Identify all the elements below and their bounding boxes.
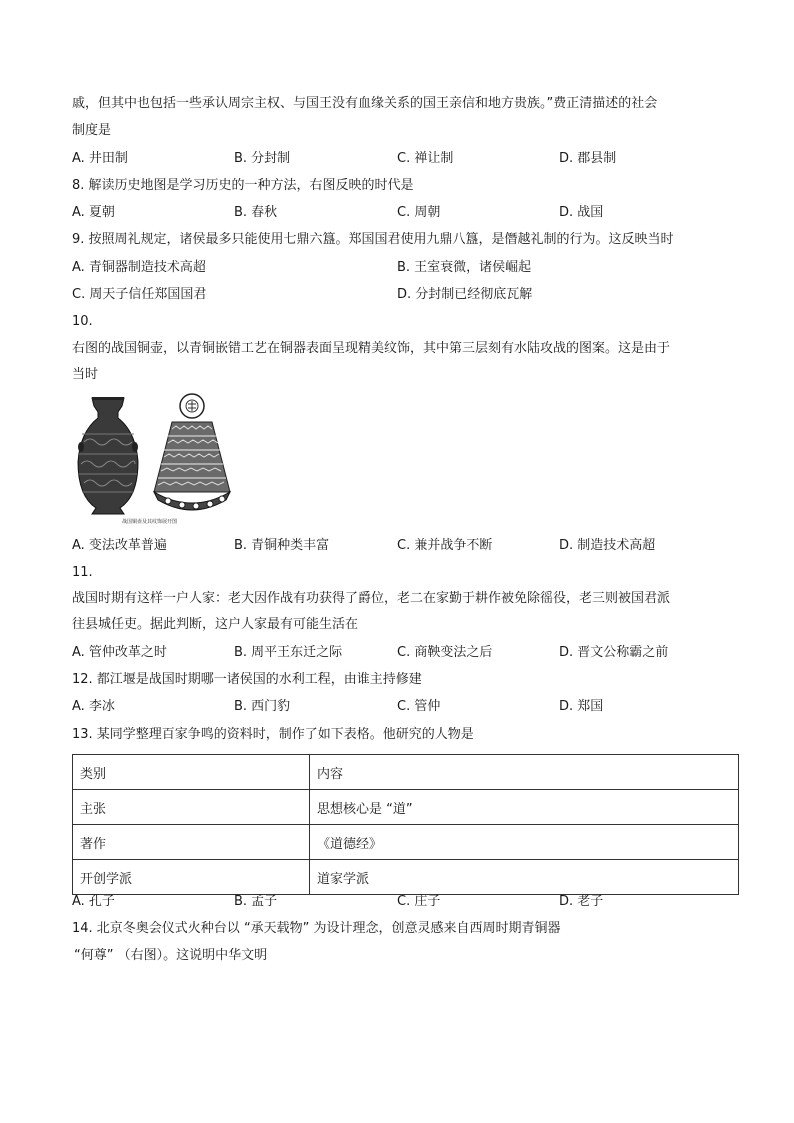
q9-options-row1 — [72, 259, 732, 277]
q7-option-b[interactable]: B. 分封制 — [234, 151, 291, 166]
q11-options — [72, 644, 732, 662]
q9-stem: 9. 按照周礼规定，诸侯最多只能使用七鼎六簋。郑国国君使用九鼎八簋，是僭越礼制的行为。这反映当时 — [72, 232, 674, 247]
q7-stem-line1: 戚，但其中也包括一些承认周宗主权、与国王没有血缘关系的国王亲信和地方贵族。”费正清描述的社会 — [72, 96, 658, 111]
table-cell: 思想核心是 “道” — [310, 790, 739, 825]
q11-option-b[interactable]: B. 周平王东迁之际 — [234, 645, 343, 660]
q7-option-c[interactable]: C. 禅让制 — [397, 151, 454, 166]
q11-stem-line2: 往县城任吏。据此判断，这户人家最有可能生活在 — [72, 617, 359, 632]
q13-option-a[interactable]: A. 孔子 — [72, 894, 115, 909]
q10-stem-line2: 当时 — [72, 367, 99, 382]
q12-options — [72, 698, 732, 716]
q10-option-a[interactable]: A. 变法改革普遍 — [72, 538, 167, 553]
table-cell: 开创学派 — [73, 860, 310, 895]
q8-option-a[interactable]: A. 夏朝 — [72, 205, 115, 220]
table-cell: 《道德经》 — [310, 825, 739, 860]
q13-option-b[interactable]: B. 孟子 — [234, 894, 278, 909]
q13-stem: 13. 某同学整理百家争鸣的资料时，制作了如下表格。他研究的人物是 — [72, 727, 474, 742]
table-cell: 著作 — [73, 825, 310, 860]
q12-stem: 12. 都江堰是战国时期哪一诸侯国的水利工程，由谁主持修建 — [72, 672, 422, 687]
q13-options — [72, 893, 732, 911]
q13-option-c[interactable]: C. 庄子 — [397, 894, 441, 909]
table-cell: 类别 — [73, 755, 310, 790]
q11-number: 11. — [72, 565, 93, 580]
q7-option-a[interactable]: A. 井田制 — [72, 151, 128, 166]
q10-number: 10. — [72, 314, 93, 329]
q8-options — [72, 204, 732, 222]
table-cell: 内容 — [310, 755, 739, 790]
q7-options — [72, 150, 732, 168]
q12-option-c[interactable]: C. 管仲 — [397, 699, 441, 714]
q9-option-c[interactable]: C. 周天子信任郑国国君 — [72, 287, 207, 302]
q10-option-d[interactable]: D. 制造技术高超 — [559, 538, 656, 553]
q8-option-d[interactable]: D. 战国 — [559, 205, 604, 220]
q8-option-b[interactable]: B. 春秋 — [234, 205, 278, 220]
q10-option-c[interactable]: C. 兼并战争不断 — [397, 538, 493, 553]
q7-stem-line2: 制度是 — [72, 123, 112, 138]
q13-info-table — [72, 754, 739, 895]
table-cell: 道家学派 — [310, 860, 739, 895]
bronze-vessel-illustration — [72, 392, 244, 516]
bronze-hu-vessel — [78, 397, 138, 514]
q9-option-b[interactable]: B. 王室衰微，诸侯崛起 — [397, 260, 532, 275]
q12-option-d[interactable]: D. 郑国 — [559, 699, 604, 714]
table-row — [73, 860, 739, 895]
q12-option-b[interactable]: B. 西门豹 — [234, 699, 291, 714]
table-cell: 主张 — [73, 790, 310, 825]
q9-option-a[interactable]: A. 青铜器制造技术高超 — [72, 260, 206, 275]
q11-stem-line1: 战国时期有这样一户人家：老大因作战有功获得了爵位，老二在家勤于耕作被免除徭役，老三则被国君派 — [72, 591, 671, 606]
q10-option-b[interactable]: B. 青铜种类丰富 — [234, 538, 330, 553]
q11-option-c[interactable]: C. 商鞅变法之后 — [397, 645, 493, 660]
q14-stem-line2: “何尊” （右图）。这说明中华文明 — [74, 948, 268, 963]
q11-option-a[interactable]: A. 管仲改革之时 — [72, 645, 167, 660]
vessel-pattern-rollout — [154, 394, 230, 510]
q10-stem-line1: 右图的战国铜壶，以青铜嵌错工艺在铜器表面呈现精美纹饰，其中第三层刻有水陆攻战的图案。这是由于 — [72, 341, 671, 356]
q8-option-c[interactable]: C. 周朝 — [397, 205, 441, 220]
table-row — [73, 825, 739, 860]
q7-option-d[interactable]: D. 郡县制 — [559, 151, 617, 166]
table-row — [73, 755, 739, 790]
table-row — [73, 790, 739, 825]
q14-stem-line1: 14. 北京冬奥会仪式火种台以 “承天载物” 为设计理念，创意灵感来自西周时期青铜器 — [72, 921, 561, 936]
q9-options-row2 — [72, 286, 732, 304]
q8-stem: 8. 解读历史地图是学习历史的一种方法，右图反映的时代是 — [72, 178, 414, 193]
q13-option-d[interactable]: D. 老子 — [559, 894, 604, 909]
q12-option-a[interactable]: A. 李冰 — [72, 699, 115, 714]
bronze-vessel-figure — [72, 392, 244, 530]
figure-caption: 战国铜壶及其纹饰展开图 — [122, 519, 178, 525]
q10-options — [72, 537, 732, 555]
q9-option-d[interactable]: D. 分封制已经彻底瓦解 — [397, 287, 533, 302]
q11-option-d[interactable]: D. 晋文公称霸之前 — [559, 645, 669, 660]
